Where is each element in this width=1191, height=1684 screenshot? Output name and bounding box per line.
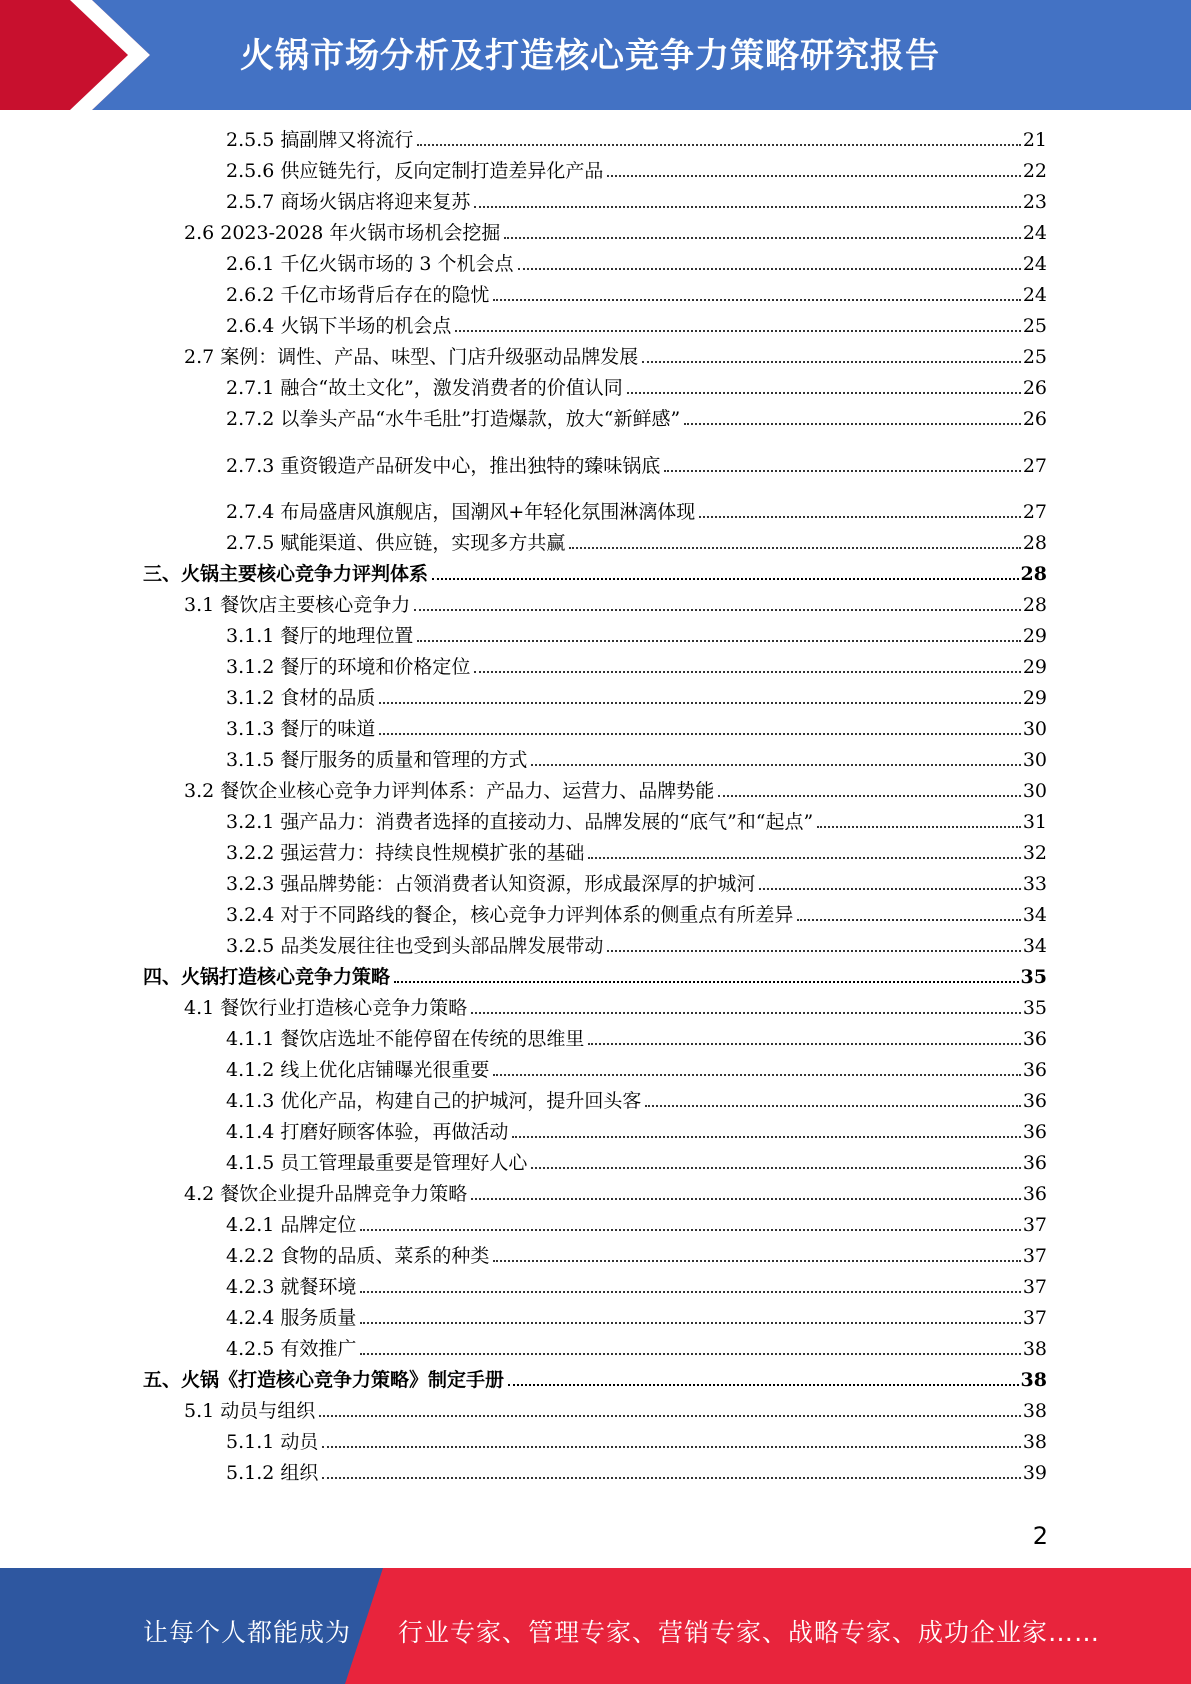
report-title: 火锅市场分析及打造核心竞争力策略研究报告 (240, 36, 940, 76)
toc-leader-dots (684, 423, 1021, 425)
toc-leader-dots (664, 470, 1020, 472)
toc-entry-title: 2.6.1 千亿火锅市场的 3 个机会点 (226, 253, 514, 275)
toc-entry-page: 37 (1022, 1214, 1047, 1236)
page-footer (0, 1568, 1191, 1684)
footer-slogan-left: 让每个人都能成为 (143, 1618, 352, 1647)
toc-entry-page: 29 (1022, 625, 1047, 647)
toc-entry[interactable] (226, 1336, 1047, 1362)
toc-leader-dots (432, 578, 1019, 580)
toc-entry[interactable] (226, 406, 1047, 432)
toc-entry-page: 25 (1022, 346, 1047, 368)
toc-entry-page: 38 (1020, 1369, 1047, 1391)
toc-entry-title: 3.2.4 对于不同路线的餐企，核心竞争力评判体系的侧重点有所差异 (226, 904, 794, 926)
toc-leader-dots (645, 1105, 1020, 1107)
toc-entry-page: 35 (1022, 997, 1047, 1019)
toc-entry-title: 3.1.5 餐厅服务的质量和管理的方式 (226, 749, 528, 771)
toc-entry-page: 28 (1020, 563, 1047, 585)
toc-entry-page: 39 (1022, 1462, 1047, 1484)
toc-entry-title: 4.1.4 打磨好顾客体验，再做活动 (226, 1121, 509, 1143)
page-number: 2 (1032, 1522, 1048, 1550)
toc-entry-title: 2.7.3 重资锻造产品研发中心，推出独特的臻味锅底 (226, 455, 661, 477)
toc-leader-dots (471, 1012, 1021, 1014)
toc-entry-page: 31 (1022, 811, 1047, 833)
toc-entry-page: 21 (1022, 129, 1047, 151)
toc-leader-dots (759, 888, 1020, 890)
toc-entry-title: 2.7.1 融合“故土文化”，激发消费者的价值认同 (226, 377, 623, 399)
toc-entry-title: 5.1.2 组织 (226, 1462, 319, 1484)
toc-leader-dots (474, 671, 1020, 673)
toc-entry[interactable] (184, 220, 1047, 246)
toc-leader-dots (718, 795, 1021, 797)
toc-leader-dots (379, 702, 1020, 704)
toc-leader-dots (627, 392, 1021, 394)
toc-entry[interactable] (184, 592, 1047, 618)
toc-leader-dots (569, 547, 1020, 549)
toc-entry-title: 2.5.5 搞副牌又将流行 (226, 129, 414, 151)
toc-entry-page: 23 (1022, 191, 1047, 213)
toc-entry-page: 26 (1022, 377, 1047, 399)
toc-entry-page: 32 (1022, 842, 1047, 864)
toc-entry[interactable] (226, 1057, 1047, 1083)
toc-entry-title: 4.1 餐饮行业打造核心竞争力策略 (184, 997, 468, 1019)
toc-leader-dots (531, 1167, 1020, 1169)
toc-leader-dots (588, 857, 1020, 859)
toc-entry-page: 36 (1022, 1090, 1047, 1112)
toc-entry-title: 3.1.2 餐厅的环境和价格定位 (226, 656, 471, 678)
toc-entry-page: 26 (1022, 408, 1047, 430)
toc-entry-title: 2.7 案例：调性、产品、味型、门店升级驱动品牌发展 (184, 346, 639, 368)
toc-entry-page: 34 (1022, 904, 1047, 926)
toc-entry-title: 2.6 2023-2028 年火锅市场机会挖掘 (184, 222, 501, 244)
toc-leader-dots (797, 919, 1020, 921)
toc-entry-title: 3.1.1 餐厅的地理位置 (226, 625, 414, 647)
toc-entry[interactable] (226, 251, 1047, 277)
toc-entry-title: 4.2.1 品牌定位 (226, 1214, 357, 1236)
toc-entry[interactable] (226, 685, 1047, 711)
toc-entry[interactable] (184, 1398, 1047, 1424)
toc-entry-page: 24 (1022, 284, 1047, 306)
toc-entry-page: 28 (1022, 594, 1047, 616)
toc-entry-title: 3.2.5 品类发展往往也受到头部品牌发展带动 (226, 935, 604, 957)
toc-entry-title: 3.1.3 餐厅的味道 (226, 718, 376, 740)
toc-leader-dots (360, 1322, 1020, 1324)
toc-entry[interactable] (143, 964, 1047, 990)
toc-leader-dots (417, 144, 1020, 146)
toc-leader-dots (642, 361, 1021, 363)
toc-leader-dots (607, 950, 1020, 952)
toc-entry[interactable] (226, 1274, 1047, 1300)
toc-entry-title: 2.6.4 火锅下半场的机会点 (226, 315, 452, 337)
toc-leader-dots (518, 268, 1021, 270)
toc-entry-title: 4.1.5 员工管理最重要是管理好人心 (226, 1152, 528, 1174)
toc-leader-dots (379, 733, 1020, 735)
toc-entry[interactable] (226, 747, 1047, 773)
toc-entry[interactable] (184, 778, 1047, 804)
toc-entry-page: 35 (1020, 966, 1047, 988)
toc-entry[interactable] (226, 1305, 1047, 1331)
toc-entry-title: 4.2.4 服务质量 (226, 1307, 357, 1329)
toc-leader-dots (493, 299, 1020, 301)
toc-leader-dots (504, 237, 1020, 239)
toc-entry-title: 四、火锅打造核心竞争力策略 (143, 966, 391, 988)
toc-entry-page: 22 (1022, 160, 1047, 182)
toc-entry[interactable] (226, 809, 1047, 835)
toc-leader-dots (493, 1074, 1020, 1076)
toc-entry[interactable] (226, 840, 1047, 866)
toc-leader-dots (508, 1384, 1019, 1386)
toc-leader-dots (360, 1291, 1020, 1293)
toc-entry-page: 38 (1022, 1338, 1047, 1360)
toc-entry[interactable] (226, 933, 1047, 959)
toc-entry[interactable] (184, 995, 1047, 1021)
toc-entry-page: 25 (1022, 315, 1047, 337)
toc-leader-dots (588, 1043, 1020, 1045)
toc-entry-page: 27 (1022, 501, 1047, 523)
toc-entry[interactable] (226, 530, 1047, 556)
toc-entry-page: 30 (1022, 718, 1047, 740)
toc-entry[interactable] (226, 313, 1047, 339)
toc-leader-dots (322, 1446, 1020, 1448)
toc-entry-title: 4.2 餐饮企业提升品牌竞争力策略 (184, 1183, 468, 1205)
toc-leader-dots (471, 1198, 1021, 1200)
toc-entry-page: 29 (1022, 687, 1047, 709)
toc-entry[interactable] (226, 127, 1047, 153)
toc-entry-title: 2.7.2 以拳头产品“水牛毛肚”打造爆款，放大“新鲜感” (226, 408, 681, 430)
toc-entry[interactable] (226, 282, 1047, 308)
toc-leader-dots (531, 764, 1020, 766)
toc-entry[interactable] (226, 499, 1047, 525)
toc-entry-page: 27 (1022, 455, 1047, 477)
toc-entry[interactable] (226, 1212, 1047, 1238)
toc-entry-page: 37 (1022, 1307, 1047, 1329)
toc-entry-title: 三、火锅主要核心竞争力评判体系 (143, 563, 429, 585)
toc-entry[interactable] (226, 716, 1047, 742)
toc-leader-dots (607, 175, 1020, 177)
toc-entry-title: 4.1.1 餐饮店选址不能停留在传统的思维里 (226, 1028, 585, 1050)
toc-entry-page: 37 (1022, 1276, 1047, 1298)
toc-entry-page: 29 (1022, 656, 1047, 678)
toc-entry[interactable] (226, 1429, 1047, 1455)
toc-entry-page: 36 (1022, 1028, 1047, 1050)
toc-leader-dots (322, 1477, 1020, 1479)
toc-entry[interactable] (226, 1088, 1047, 1114)
toc-entry-page: 34 (1022, 935, 1047, 957)
toc-entry-page: 24 (1022, 222, 1047, 244)
toc-entry-title: 4.1.2 线上优化店铺曝光很重要 (226, 1059, 490, 1081)
toc-entry-title: 2.5.7 商场火锅店将迎来复苏 (226, 191, 471, 213)
toc-entry-title: 3.2.3 强品牌势能：占领消费者认知资源，形成最深厚的护城河 (226, 873, 756, 895)
toc-entry[interactable] (143, 561, 1047, 587)
toc-leader-dots (417, 640, 1020, 642)
toc-entry[interactable] (226, 1243, 1047, 1269)
toc-leader-dots (474, 206, 1020, 208)
toc-leader-dots (360, 1229, 1020, 1231)
toc-entry-page: 36 (1022, 1059, 1047, 1081)
toc-entry[interactable] (226, 1026, 1047, 1052)
toc-entry[interactable] (184, 344, 1047, 370)
toc-entry-page: 30 (1022, 780, 1047, 802)
toc-entry-title: 4.2.2 食物的品质、菜系的种类 (226, 1245, 490, 1267)
toc-entry-title: 2.7.4 布局盛唐风旗舰店，国潮风+年轻化氛围淋漓体现 (226, 501, 696, 523)
toc-entry-page: 36 (1022, 1152, 1047, 1174)
toc-entry-title: 4.2.3 就餐环境 (226, 1276, 357, 1298)
toc-leader-dots (493, 1260, 1020, 1262)
toc-entry[interactable] (226, 871, 1047, 897)
toc-entry[interactable] (184, 1181, 1047, 1207)
toc-leader-dots (817, 826, 1021, 828)
toc-entry-title: 五、火锅《打造核心竞争力策略》制定手册 (143, 1369, 505, 1391)
toc-leader-dots (699, 516, 1021, 518)
toc-entry-title: 3.2.2 强运营力：持续良性规模扩张的基础 (226, 842, 585, 864)
toc-entry-title: 3.2.1 强产品力：消费者选择的直接动力、品牌发展的“底气”和“起点” (226, 811, 814, 833)
toc-entry[interactable] (226, 623, 1047, 649)
toc-entry-title: 2.5.6 供应链先行，反向定制打造差异化产品 (226, 160, 604, 182)
toc-entry[interactable] (226, 1119, 1047, 1145)
toc-entry-title: 3.1 餐饮店主要核心竞争力 (184, 594, 411, 616)
toc-entry-page: 38 (1022, 1431, 1047, 1453)
toc-entry-title: 3.2 餐饮企业核心竞争力评判体系：产品力、运营力、品牌势能 (184, 780, 715, 802)
toc-entry-page: 36 (1022, 1121, 1047, 1143)
toc-entry[interactable] (226, 375, 1047, 401)
toc-leader-dots (414, 609, 1021, 611)
toc-entry-title: 5.1 动员与组织 (184, 1400, 316, 1422)
toc-entry-page: 24 (1022, 253, 1047, 275)
toc-entry[interactable] (226, 158, 1047, 184)
footer-slogan-right: 行业专家、管理专家、营销专家、战略专家、成功企业家…… (398, 1618, 1101, 1647)
toc-entry[interactable] (226, 1460, 1047, 1486)
toc-entry[interactable] (226, 189, 1047, 215)
toc-entry-page: 37 (1022, 1245, 1047, 1267)
toc-entry-page: 30 (1022, 749, 1047, 771)
toc-leader-dots (360, 1353, 1020, 1355)
toc-entry[interactable] (226, 1150, 1047, 1176)
toc-entry[interactable] (226, 902, 1047, 928)
toc-leader-dots (512, 1136, 1020, 1138)
toc-leader-dots (455, 330, 1020, 332)
toc-entry-title: 2.6.2 千亿市场背后存在的隐忧 (226, 284, 490, 306)
toc-entry-page: 38 (1022, 1400, 1047, 1422)
toc-entry-title: 4.2.5 有效推广 (226, 1338, 357, 1360)
toc-entry-page: 36 (1022, 1183, 1047, 1205)
toc-entry-page: 28 (1022, 532, 1047, 554)
toc-entry-title: 3.1.2 食材的品质 (226, 687, 376, 709)
toc-entry[interactable] (226, 453, 1047, 479)
toc-leader-dots (319, 1415, 1021, 1417)
toc-entry[interactable] (143, 1367, 1047, 1393)
toc-entry-title: 2.7.5 赋能渠道、供应链，实现多方共赢 (226, 532, 566, 554)
toc-leader-dots (394, 981, 1019, 983)
toc-entry[interactable] (226, 654, 1047, 680)
toc-entry-title: 5.1.1 动员 (226, 1431, 319, 1453)
toc-entry-title: 4.1.3 优化产品，构建自己的护城河，提升回头客 (226, 1090, 642, 1112)
toc-entry-page: 33 (1022, 873, 1047, 895)
